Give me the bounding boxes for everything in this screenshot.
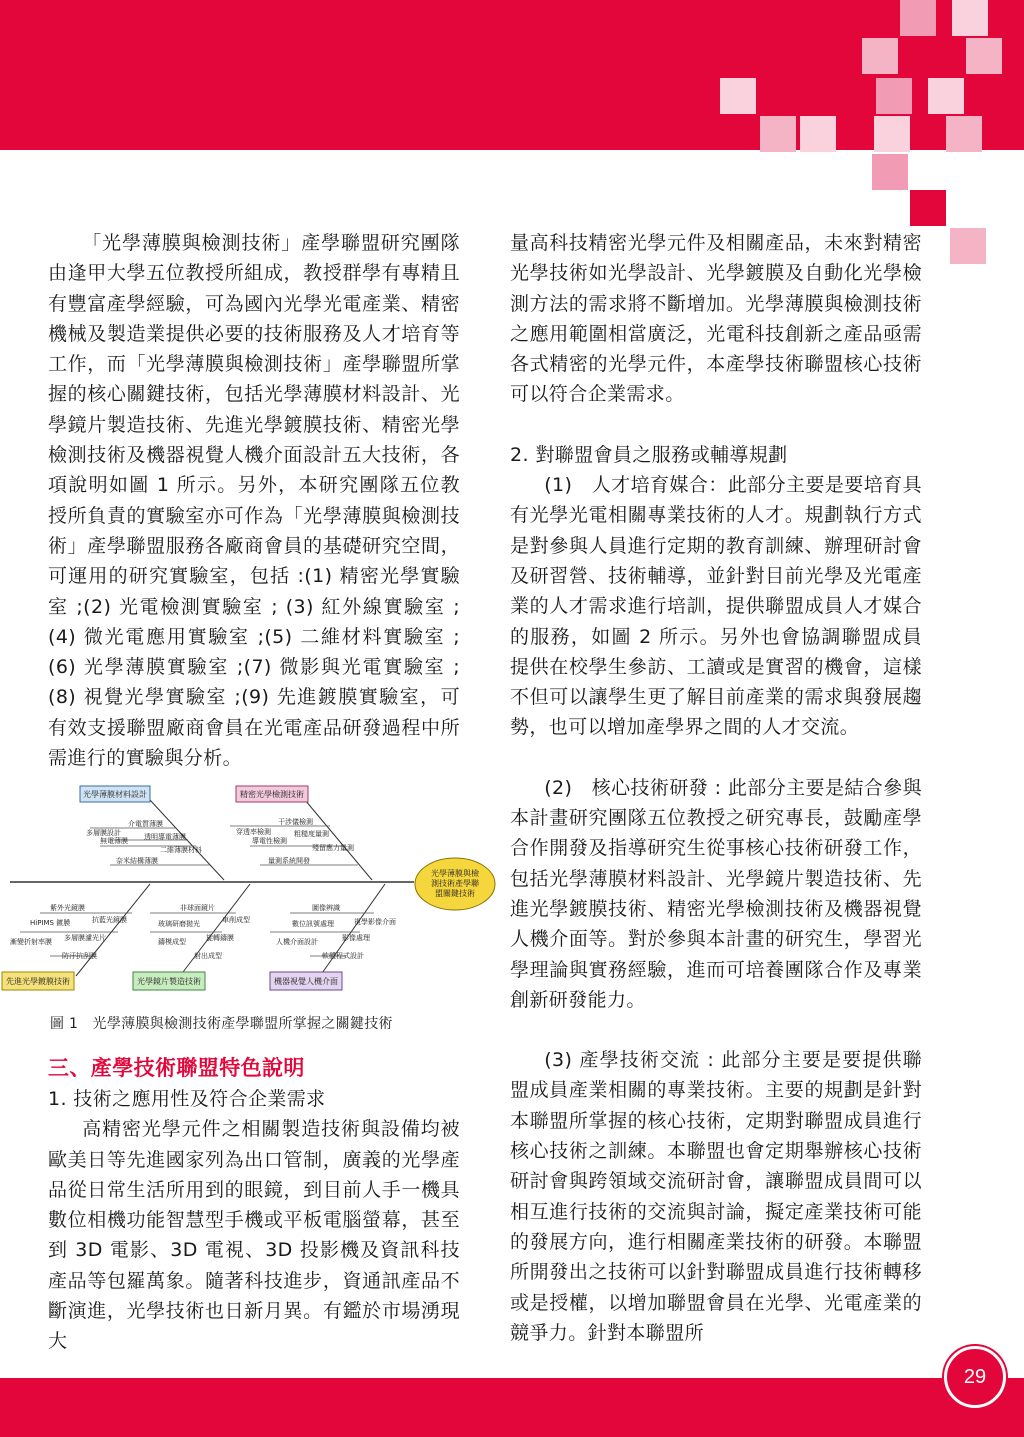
svg-text:玻璃研磨拋光: 玻璃研磨拋光	[158, 920, 200, 928]
box-lens: 光學鏡片製造技術	[137, 977, 201, 986]
box-film-design: 光學薄膜材料設計	[83, 790, 147, 799]
svg-text:鑄模成型: 鑄模成型	[158, 938, 186, 946]
svg-text:量測系統開發: 量測系統開發	[268, 857, 310, 865]
subheading-services: 2. 對聯盟會員之服務或輔導規劃	[510, 443, 788, 466]
box-inspection: 精密光學檢測技術	[240, 790, 304, 799]
svg-text:多層膜濾光片: 多層膜濾光片	[64, 934, 106, 942]
left-column-lower	[48, 1052, 460, 1357]
svg-text:透明導電薄膜: 透明導電薄膜	[144, 833, 186, 841]
svg-text:測技術產學聯: 測技術產學聯	[431, 879, 479, 888]
svg-text:旋轉鑄膜: 旋轉鑄膜	[206, 934, 234, 942]
paragraph-exchange: (3) 產學技術交流 : 此部分主要是要提供聯盟成員產業相關的專業技術。主要的規劃是針對本聯盟所掌握的核心技術，定期對聯盟成員進行核心技術之訓練。本聯盟也會定期舉辦核心技術研討會與跨領域交流研討會，讓聯盟成員間可以相互進行技術的交流與討論，擬定產業技術可能的發展方向，進行相關產業技術的研發。本聯盟所開發出之技術可以針對聯盟成員進行技術轉移或是授權，以增加聯盟會員在光學、光電產業的競爭力。針對本聯盟所	[510, 1049, 922, 1344]
svg-text:奈米結構薄膜: 奈米結構薄膜	[116, 857, 158, 865]
page-number: 29	[944, 1346, 1006, 1408]
intro-paragraph: 「光學薄膜與檢測技術」產學聯盟研究團隊由逢甲大學五位教授所組成，教授群學有專精且有豐富產學經驗，可為國內光學光電產業、精密機械及製造業提供必要的技術服務及人才培育等工作，而「光學薄膜與檢測技術」產學聯盟所掌握的核心關鍵技術，包括光學薄膜材料設計、光學鏡片製造技術、先進光學鍍膜技術、精密光學檢測技術及機器視覺人機介面設計五大技術，各項說明如圖 1 所示。另外，本研究團隊五位教授所負責的實驗室亦可作為「光學薄膜與檢測技術」產學聯盟服務各廠商會員的基礎研究空間，可運用的研究實驗室，包括 :(1) 精密光學實驗室 ;(2) 光電檢測實驗室 ; (3) 紅外線實驗室 ;(4) 微光電應用實驗室 ;(5) 二維材料實驗室 ;(6) 光學薄膜實驗室 ;(7) 微影與光電實驗室 ;(8) 視覺光學實驗室 ;(9) 先進鍍膜實驗室，可有效支援聯盟廠商會員在光電產品研發過程中所需進行的實驗與分析。	[48, 232, 460, 770]
left-column	[48, 228, 460, 773]
fishbone-diagram	[0, 780, 500, 1010]
svg-text:光學薄膜與檢: 光學薄膜與檢	[431, 869, 479, 878]
svg-text:盟關鍵技術: 盟關鍵技術	[435, 889, 475, 898]
svg-text:數位訊號處理: 數位訊號處理	[292, 920, 334, 928]
figure-caption: 圖 1 光學薄膜與檢測技術產學聯盟所掌握之關鍵技術	[50, 1016, 393, 1032]
svg-text:干涉儀檢測: 干涉儀檢測	[278, 818, 313, 826]
svg-text:車削成型: 車削成型	[222, 916, 250, 924]
svg-text:視學影像介面: 視學影像介面	[354, 918, 396, 926]
svg-text:抗藍光鏡膜: 抗藍光鏡膜	[92, 916, 127, 924]
paragraph-talent: (1) 人才培育媒合：此部分主要是要培育具有光學光電相關專業技術的人才。規劃執行方式是對參與人員進行定期的教育訓練、辦理研討會及研習營、技術輔導，並針對目前光學及光電產業的人才需求進行培訓，提供聯盟成員人才媒合的服務，如圖 2 所示。另外也會協調聯盟成員提供在校學生參訪、工讀或是實習的機會，這樣不但可以讓學生更了解目前產業的需求與發展趨勢，也可以增加產學界之間的人才交流。	[510, 474, 922, 739]
svg-text:穿透率檢測: 穿透率檢測	[236, 828, 271, 836]
svg-text:非球面鏡片: 非球面鏡片	[180, 904, 215, 912]
svg-text:圖像辨識: 圖像辨識	[312, 904, 340, 912]
svg-text:軟體程式設計: 軟體程式設計	[322, 952, 364, 960]
svg-text:無電薄膜: 無電薄膜	[100, 837, 128, 845]
paragraph-applicability: 高精密光學元件之相關製造技術與設備均被歐美日等先進國家列為出口管制，廣義的光學產品從日常生活所用到的眼鏡，到目前人手一機具數位相機功能智慧型手機或平板電腦螢幕，甚至到 3D 電影、3D 電視、3D 投影機及資訊科技產品等包羅萬象。隨著科技進步，資通訊產品不斷演進，光學技術也日新月異。有鑑於市場湧現大	[48, 1118, 460, 1353]
svg-text:紫外光鏡膜: 紫外光鏡膜	[50, 904, 85, 912]
paragraph-continued: 量高科技精密光學元件及相關產品，未來對精密光學技術如光學設計、光學鍍膜及自動化光學檢測方法的需求將不斷增加。光學薄膜與檢測技術之應用範圍相當廣泛，光電科技創新之產品亟需各式精密的光學元件，本產學技術聯盟核心技術可以符合企業需求。	[510, 232, 922, 406]
svg-text:影像處理: 影像處理	[342, 934, 370, 942]
section-title: 三、產學技術聯盟特色說明	[48, 1056, 305, 1080]
subheading: 1. 技術之應用性及符合企業需求	[48, 1088, 326, 1110]
footer-red-band	[0, 1378, 1024, 1437]
svg-text:防汙抗刮膜: 防汙抗刮膜	[62, 952, 97, 960]
header-red-band	[0, 0, 1024, 150]
svg-text:漸變折射率膜: 漸變折射率膜	[10, 938, 52, 946]
right-column	[510, 228, 922, 1348]
svg-text:HiPIMS 鍍膜: HiPIMS 鍍膜	[30, 919, 71, 927]
svg-text:多層膜設計: 多層膜設計	[86, 829, 121, 837]
box-coating: 先進光學鍍膜技術	[6, 977, 70, 986]
paragraph-core-tech: (2) 核心技術研發 : 此部分主要是結合參與本計畫研究團隊五位教授之研究專長，鼓勵產學合作開發及指導研究生從事核心技術研發工作，包括光學薄膜材料設計、光學鏡片製造技術、先進光學鍍膜技術、精密光學檢測技術及機器視覺人機介面等。對於參與本計畫的研究生，學習光學理論與實務經驗，進而可培養團隊合作及專業創新研發能力。	[510, 776, 922, 1011]
svg-text:粗糙度量測: 粗糙度量測	[294, 830, 329, 838]
box-vision: 機器視覺人機介面	[274, 977, 338, 986]
svg-text:二維薄膜材料: 二維薄膜材料	[160, 846, 202, 854]
svg-text:介電質薄膜: 介電質薄膜	[128, 820, 163, 828]
svg-text:射出成型: 射出成型	[194, 952, 222, 960]
svg-text:導電性檢測: 導電性檢測	[252, 837, 287, 845]
svg-text:人機介面設計: 人機介面設計	[276, 938, 318, 946]
svg-text:殘留應力量測: 殘留應力量測	[312, 844, 354, 852]
